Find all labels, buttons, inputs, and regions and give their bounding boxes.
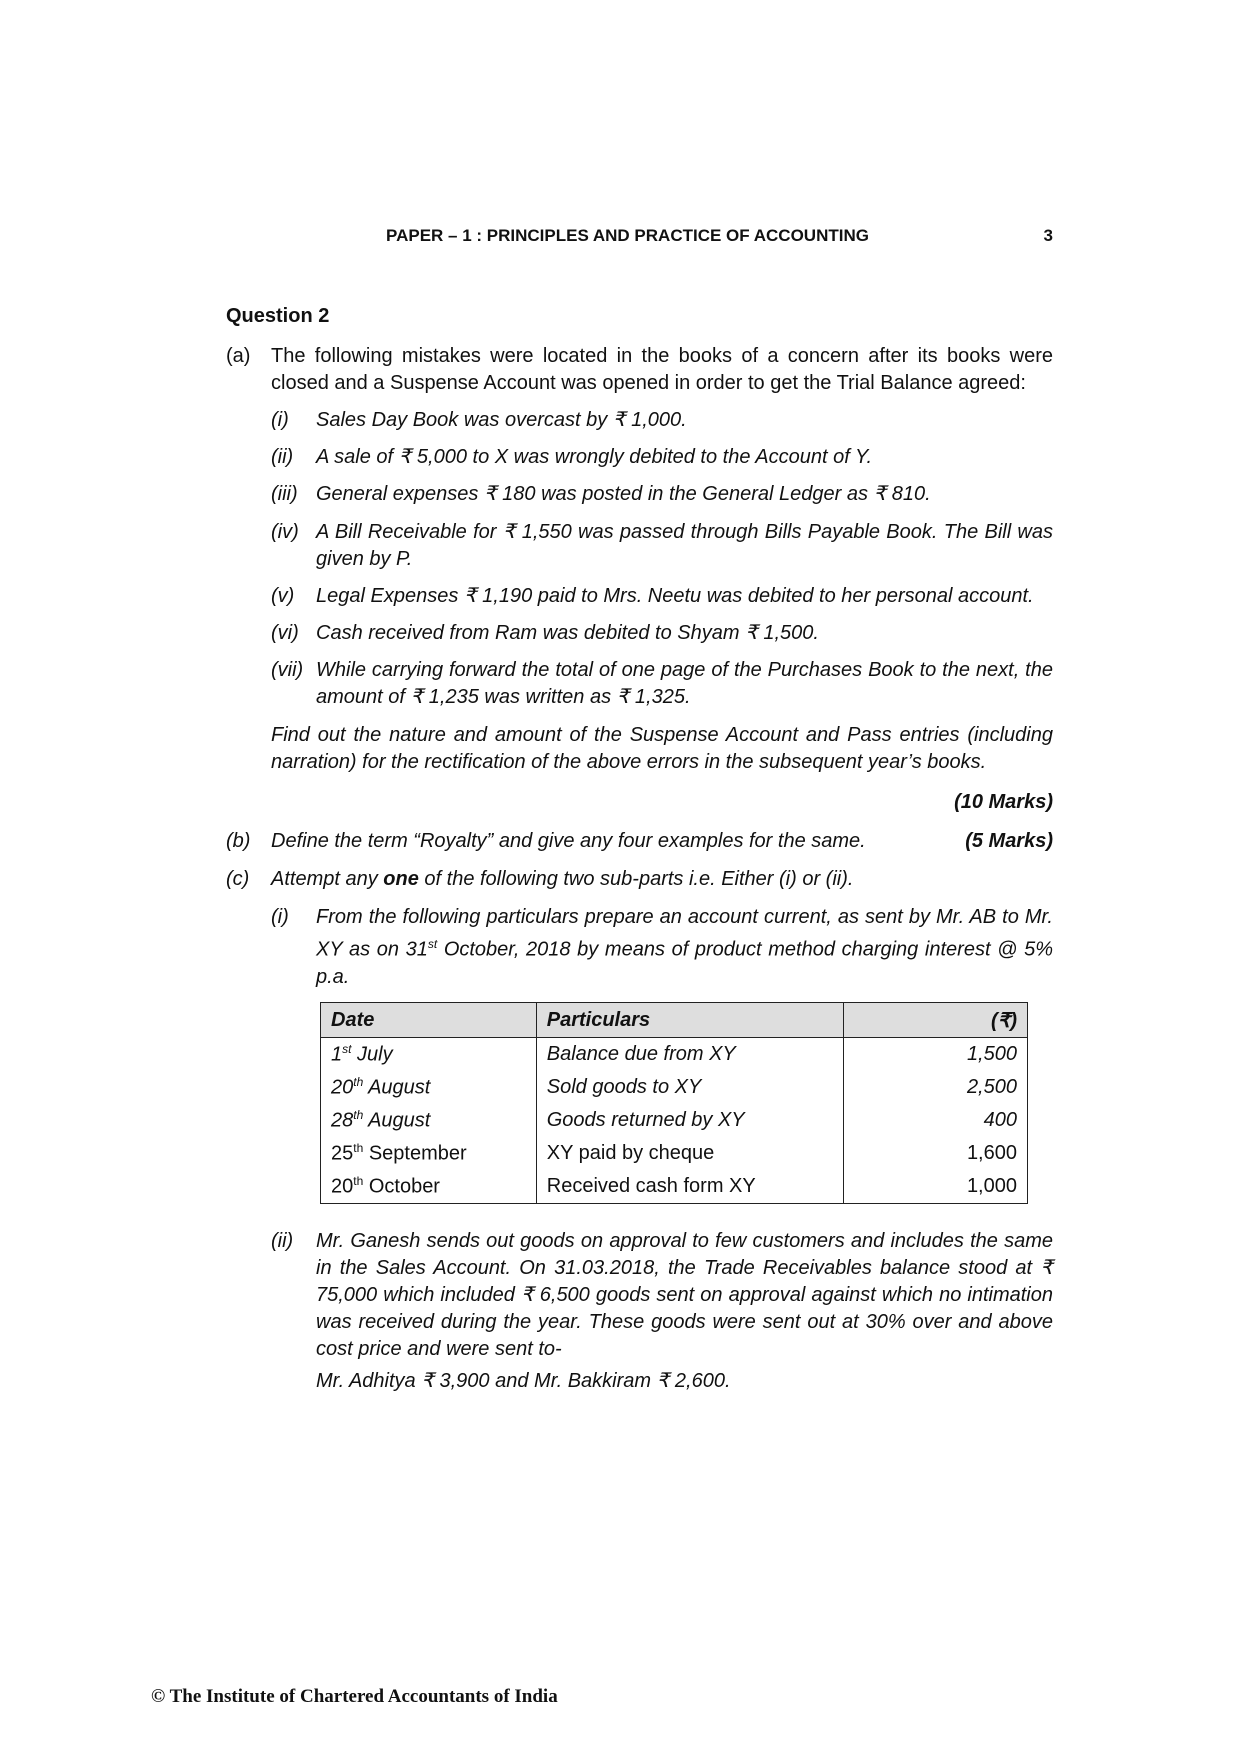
- question-heading: Question 2: [226, 305, 330, 327]
- part-b-marks: (5 Marks): [965, 830, 1053, 852]
- error-item-text: A Bill Receivable for ₹ 1,550 was passed through Bills Payable Book. The Bill was given by P.: [316, 521, 1053, 570]
- part-a-instruction: Find out the nature and amount of the Suspense Account and Pass entries (including narration) for the rectification of the above errors in the subsequent year’s books.: [271, 724, 1053, 773]
- part-c-label: (c): [226, 868, 250, 890]
- sub-part-ii-label: (ii): [271, 1230, 294, 1252]
- error-item-label: (vi): [271, 622, 299, 644]
- page-number: 3: [1043, 226, 1053, 245]
- cell-particulars: Received cash form XY: [536, 1170, 844, 1204]
- error-item-label: (i): [271, 409, 289, 431]
- cell-date: 20th August: [321, 1071, 537, 1104]
- error-item-label: (iii): [271, 483, 298, 505]
- copyright-footer: © The Institute of Chartered Accountants of India: [151, 1686, 558, 1707]
- part-a-intro: The following mistakes were located in the books of a concern after its books were closed and a Suspense Account was opened in order to get the Trial Balance agreed:: [271, 345, 1053, 394]
- error-item-text: General expenses ₹ 180 was posted in the General Ledger as ₹ 810.: [316, 483, 931, 505]
- cell-amount: 400: [844, 1104, 1028, 1137]
- cell-amount: 1,600: [844, 1137, 1028, 1170]
- paper-title: PAPER – 1 : PRINCIPLES AND PRACTICE OF ACCOUNTING: [386, 226, 869, 245]
- table-row: [321, 1071, 1028, 1104]
- column-header-date: Date: [321, 1003, 537, 1038]
- error-item-text: A sale of ₹ 5,000 to X was wrongly debited to the Account of Y.: [316, 446, 873, 468]
- sub-part-i-label: (i): [271, 906, 289, 928]
- part-b-label: (b): [226, 830, 251, 852]
- column-header-amount: (₹): [844, 1003, 1028, 1038]
- cell-particulars: Balance due from XY: [536, 1038, 844, 1072]
- account-table: [320, 1002, 1028, 1204]
- table-row: [321, 1104, 1028, 1137]
- table-row: [321, 1038, 1028, 1072]
- error-item-text: Cash received from Ram was debited to Shyam ₹ 1,500.: [316, 622, 819, 644]
- error-item-text: Legal Expenses ₹ 1,190 paid to Mrs. Neetu was debited to her personal account.: [316, 585, 1034, 607]
- error-item-label: (v): [271, 585, 295, 607]
- error-item-label: (ii): [271, 446, 294, 468]
- part-b-text: Define the term “Royalty” and give any four examples for the same.: [271, 830, 866, 852]
- cell-particulars: Sold goods to XY: [536, 1071, 844, 1104]
- sub-part-ii-text: Mr. Ganesh sends out goods on approval to few customers and includes the same in the Sales Account. On 31.03.2018, the Trade Receivables balance stood at ₹ 75,000 which included ₹ 6,500 goods sent on approval against which no intimation was received during the year. These goods were sent out at 30% over and above cost price and were sent to-: [316, 1230, 1053, 1360]
- cell-particulars: Goods returned by XY: [536, 1104, 844, 1137]
- error-item-label: (iv): [271, 521, 299, 543]
- sub-part-i-text: From the following particulars prepare an account current, as sent by Mr. AB to Mr. XY as on 31st October, 2018 by means of product method charging interest @ 5% p.a.: [316, 906, 1053, 988]
- cell-date: 20th October: [321, 1170, 537, 1204]
- part-a-label: (a): [226, 345, 251, 367]
- error-item-text: While carrying forward the total of one page of the Purchases Book to the next, the amount of ₹ 1,235 was written as ₹ 1,325.: [316, 659, 1053, 708]
- error-item-label: (vii): [271, 659, 304, 681]
- part-a-marks: (10 Marks): [954, 791, 1053, 813]
- table-row: [321, 1170, 1028, 1204]
- table-row: [321, 1137, 1028, 1170]
- error-item-text: Sales Day Book was overcast by ₹ 1,000.: [316, 409, 687, 431]
- table-header-row: [321, 1003, 1028, 1038]
- sub-part-ii-recipients: Mr. Adhitya ₹ 3,900 and Mr. Bakkiram ₹ 2,600.: [316, 1370, 731, 1392]
- cell-date: 25th September: [321, 1137, 537, 1170]
- cell-amount: 1,000: [844, 1170, 1028, 1204]
- cell-amount: 1,500: [844, 1038, 1028, 1072]
- column-header-particulars: Particulars: [536, 1003, 844, 1038]
- running-header: [386, 226, 1053, 246]
- cell-date: 1st July: [321, 1038, 537, 1072]
- cell-amount: 2,500: [844, 1071, 1028, 1104]
- cell-particulars: XY paid by cheque: [536, 1137, 844, 1170]
- part-c-text: Attempt any one of the following two sub-parts i.e. Either (i) or (ii).: [271, 868, 854, 890]
- cell-date: 28th August: [321, 1104, 537, 1137]
